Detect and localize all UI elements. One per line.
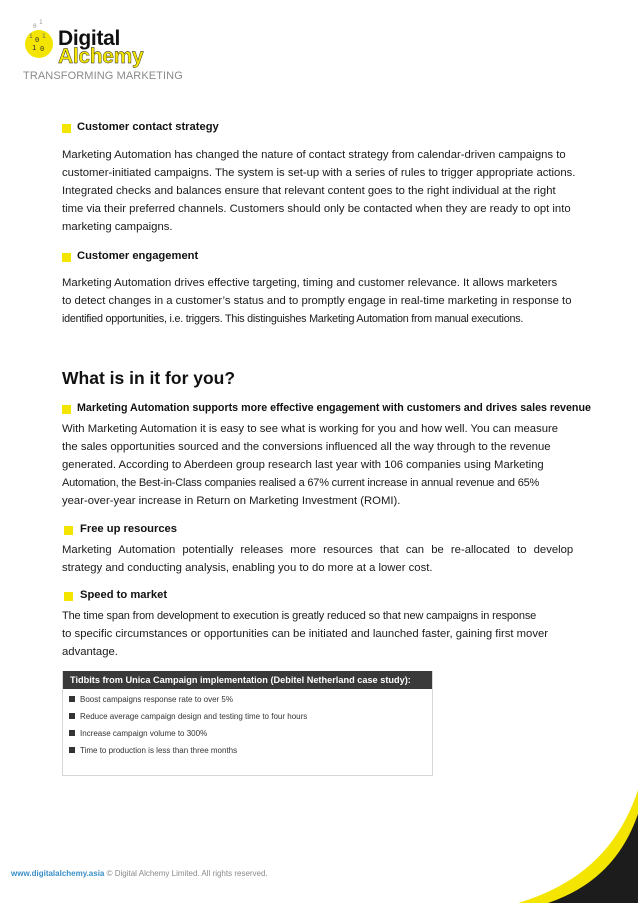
tidbit-item <box>69 712 307 721</box>
text-line: Marketing Automation has changed the nature of contact strategy from calendar-driven campaigns to <box>62 149 566 161</box>
tidbit-item <box>69 729 207 738</box>
svg-text:1: 1 <box>29 33 33 40</box>
footer-copyright: © Digital Alchemy Limited. All rights reserved. <box>106 869 268 878</box>
tidbit-item <box>69 695 233 704</box>
tidbit-text: Reduce average campaign design and testing time to four hours <box>80 712 308 721</box>
text-line: Marketing Automation drives effective targeting, timing and customer relevance. It allows marketers <box>62 277 558 289</box>
text-line: generated. According to Aberdeen group research last year with 106 companies using Marketing <box>62 459 544 471</box>
svg-text:0: 0 <box>33 23 37 30</box>
bullet-square-icon <box>69 696 75 702</box>
text-line: The time span from development to execution is greatly reduced so that new campaigns in response <box>62 610 537 622</box>
bullet-square-icon <box>62 405 71 414</box>
company-logo <box>20 16 183 82</box>
heading-contact-strategy: Customer contact strategy <box>77 121 219 133</box>
bullet-square-icon <box>62 253 71 262</box>
logo-tagline: TRANSFORMING MARKETING <box>23 70 183 82</box>
logo-name-line2: Alchemy <box>58 45 144 68</box>
text-line: strategy and conducting analysis, enabling you to do more at a lower cost. <box>62 562 433 574</box>
heading-revenue: Marketing Automation supports more effective engagement with customers and drives sales revenue <box>77 402 591 414</box>
paragraph-speed-to-market <box>62 607 590 661</box>
text-line: marketing campaigns. <box>62 221 173 233</box>
bullet-square-icon <box>69 713 75 719</box>
alchemy-flask-icon <box>20 18 62 60</box>
bullet-square-icon <box>62 124 71 133</box>
text-line: Integrated checks and balances ensure that relevant content goes to the right individual at the right <box>62 185 556 197</box>
text-line: Marketing Automation potentially releases more resources that can be re-allocated to develop <box>62 544 574 556</box>
tidbit-text: Boost campaigns response rate to over 5% <box>80 695 233 704</box>
footer-website-link[interactable]: www.digitalalchemy.asia <box>11 869 105 878</box>
text-line: to detect changes in a customer’s status and to promptly engage in real-time marketing in response to <box>62 295 572 307</box>
tidbit-item <box>69 746 237 755</box>
section-title: What is in it for you? <box>62 368 236 388</box>
text-line: identified opportunities, i.e. triggers. This distinguishes Marketing Automation from manual executions. <box>62 313 524 325</box>
paragraph-free-resources <box>62 541 588 577</box>
paragraph-revenue <box>62 420 590 510</box>
text-line: time via their preferred channels. Customers should only be contacted when they are ready to opt into <box>62 203 571 215</box>
bullet-square-icon <box>69 730 75 736</box>
heading-free-resources: Free up resources <box>80 523 178 535</box>
footer <box>11 869 268 878</box>
text-line: the sales opportunities sourced and the conversions influenced all the way through to the revenue <box>62 441 551 453</box>
decorative-corner-shape <box>518 790 638 903</box>
tidbits-box <box>62 671 433 776</box>
bullet-square-icon <box>64 526 73 535</box>
text-line: With Marketing Automation it is easy to see what is working for you and how well. You can measure <box>62 423 559 435</box>
tidbit-text: Increase campaign volume to 300% <box>80 729 208 738</box>
svg-text:1: 1 <box>32 44 37 52</box>
svg-text:1: 1 <box>39 19 43 26</box>
text-line: customer-initiated campaigns. The system is set-up with a series of rules to trigger appropriate actions. <box>62 167 576 179</box>
paragraph-contact-strategy <box>62 146 590 236</box>
bullet-square-icon <box>64 592 73 601</box>
text-line: year-over-year increase in Return on Marketing Investment (ROMI). <box>62 495 401 507</box>
text-line: Automation, the Best-in-Class companies realised a 67% current increase in annual revenue and 65% <box>62 477 540 489</box>
svg-text:1: 1 <box>42 33 46 40</box>
text-line: advantage. <box>62 646 118 658</box>
heading-customer-engagement: Customer engagement <box>77 250 199 262</box>
tidbit-text: Time to production is less than three months <box>80 746 238 755</box>
tidbits-title: Tidbits from Unica Campaign implementation (Debitel Netherland case study): <box>63 671 432 689</box>
text-line: to specific circumstances or opportunities can be initiated and launched faster, gaining first mover <box>62 628 549 640</box>
logo-name-line1: Digital <box>58 27 121 50</box>
bullet-square-icon <box>69 747 75 753</box>
svg-text:0: 0 <box>35 36 40 44</box>
heading-speed-to-market: Speed to market <box>80 589 168 601</box>
svg-text:0: 0 <box>40 45 45 53</box>
paragraph-customer-engagement <box>62 274 590 328</box>
